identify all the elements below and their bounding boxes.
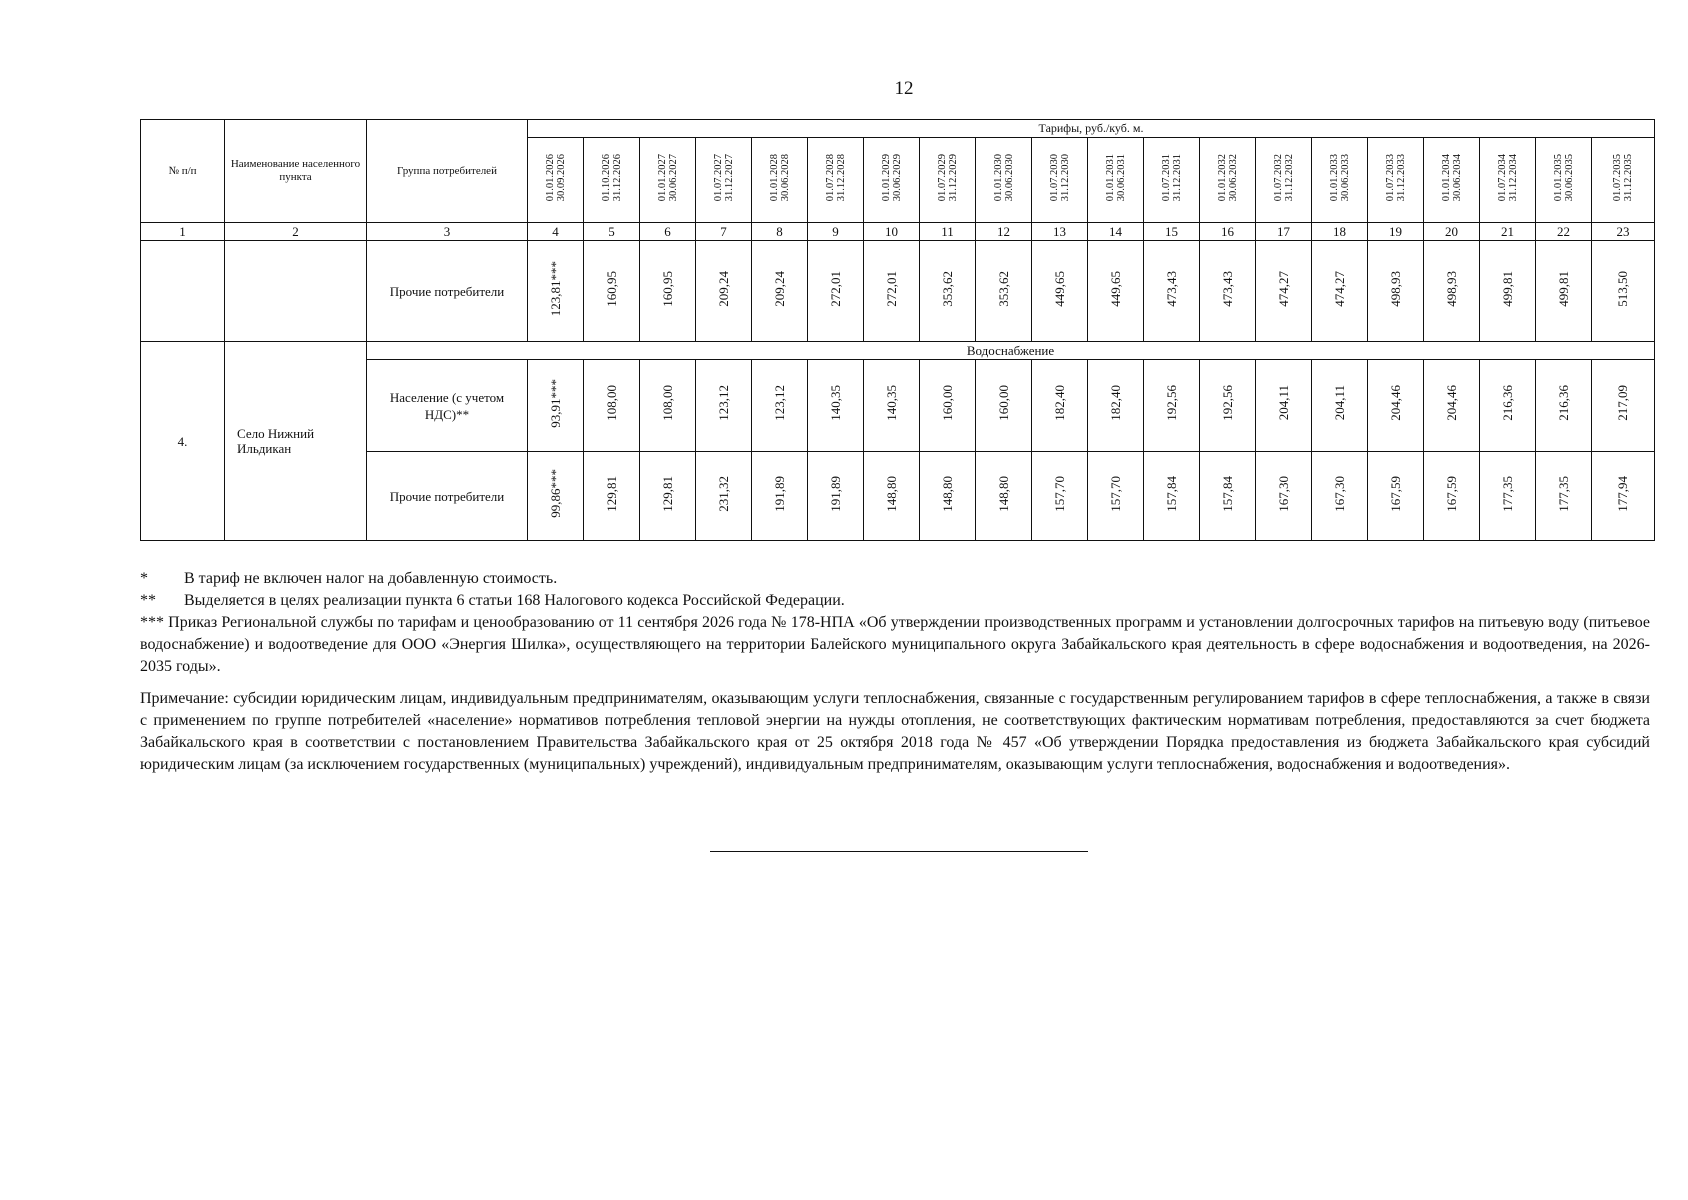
tariff-value: 498,93 bbox=[1443, 270, 1459, 307]
note-paragraph: Примечание: субсидии юридическим лицам, индивидуальным предпринимателям, оказывающим услуги теплоснабжения, связанные с государственным регулированием тарифов в сфере теплоснабжения, а также в связи с применением по группе потребителей «население» нормативов потребления тепловой энергии на нужды отопления, не соответствующих фактическим нормативам потребления, предоставляются за счет бюджета Забайкальского края в соответствии с постановлением Правительства Забайкальского края от 25 октября 2018 года № 457 «Об утверждении Порядка предоставления из бюджета Забайкальского края субсидий юридическим лицам (за исключением государственных (муниципальных) учреждений), индивидуальным предпринимателям, оказывающим услуги теплоснабжения, водоснабжения и водоотведения». bbox=[140, 690, 1650, 773]
tariff-value-cell bbox=[1424, 452, 1480, 541]
tariff-value: 353,62 bbox=[939, 270, 955, 307]
period-header bbox=[920, 138, 976, 223]
column-number: 20 bbox=[1424, 223, 1480, 241]
tariff-value: 498,93 bbox=[1387, 270, 1403, 307]
tariff-value-cell bbox=[1144, 360, 1200, 452]
table-row bbox=[141, 360, 1655, 452]
tariff-value-cell bbox=[864, 360, 920, 452]
tariff-value: 108,00 bbox=[659, 385, 675, 421]
period-label: 01.01.2029 30.06.2029 bbox=[880, 153, 903, 202]
tariff-value: 157,70 bbox=[1051, 475, 1067, 512]
column-number: 4 bbox=[528, 223, 584, 241]
footnote-text: Выделяется в целях реализации пункта 6 статьи 168 Налогового кодекса Российской Федерации. bbox=[184, 592, 845, 609]
tariff-value-cell bbox=[1312, 241, 1368, 342]
tariff-value-cell bbox=[1088, 360, 1144, 452]
period-header bbox=[1480, 138, 1536, 223]
column-number: 19 bbox=[1368, 223, 1424, 241]
tariff-value: 473,43 bbox=[1163, 270, 1179, 307]
period-label: 01.07.2035 31.12.2035 bbox=[1612, 153, 1634, 202]
tariff-value: 160,00 bbox=[995, 385, 1011, 421]
table-row bbox=[141, 241, 1655, 342]
tariff-value: 209,24 bbox=[715, 270, 731, 307]
column-number: 11 bbox=[920, 223, 976, 241]
tariff-value: 449,65 bbox=[1107, 270, 1123, 307]
footnote-mark: ** bbox=[140, 592, 156, 609]
tariff-value-cell bbox=[1256, 360, 1312, 452]
period-label: 01.07.2029 31.12.2029 bbox=[936, 153, 959, 202]
period-label: 01.01.2028 30.06.2028 bbox=[768, 153, 791, 202]
column-number: 16 bbox=[1200, 223, 1256, 241]
tariff-value: 209,24 bbox=[771, 270, 787, 307]
tariff-value: 204,11 bbox=[1331, 385, 1347, 421]
tariff-value: 231,32 bbox=[715, 475, 731, 512]
tariff-value-cell bbox=[584, 452, 640, 541]
tariff-value-cell bbox=[920, 360, 976, 452]
column-number: 7 bbox=[696, 223, 752, 241]
column-number: 3 bbox=[367, 223, 528, 241]
header-settlement-name: Наименование населенного пункта bbox=[225, 120, 367, 223]
period-label: 01.07.2027 31.12.2027 bbox=[712, 153, 735, 202]
section-row bbox=[141, 342, 1655, 360]
column-number: 2 bbox=[225, 223, 367, 241]
tariff-value: 177,94 bbox=[1615, 475, 1630, 512]
tariff-value: 204,11 bbox=[1275, 385, 1291, 421]
tariff-value: 160,95 bbox=[659, 270, 675, 307]
tariff-value: 191,89 bbox=[771, 475, 787, 512]
period-label: 01.01.2035 30.06.2035 bbox=[1552, 153, 1575, 202]
tariff-value: 272,01 bbox=[883, 270, 899, 307]
tariff-value-cell bbox=[1032, 241, 1088, 342]
tariff-value-cell bbox=[920, 452, 976, 541]
tariff-value: 177,35 bbox=[1499, 475, 1515, 512]
tariff-value-cell bbox=[920, 241, 976, 342]
tariff-value: 182,40 bbox=[1107, 385, 1123, 421]
footnotes bbox=[140, 568, 1650, 678]
tariff-value: 513,50 bbox=[1615, 270, 1630, 307]
tariff-value: 108,00 bbox=[603, 385, 619, 421]
column-number: 15 bbox=[1144, 223, 1200, 241]
period-header bbox=[1536, 138, 1592, 223]
column-number: 22 bbox=[1536, 223, 1592, 241]
tariff-value: 167,30 bbox=[1275, 475, 1291, 512]
footnote-mark: * bbox=[140, 570, 148, 587]
period-label: 01.01.2033 30.06.2033 bbox=[1328, 153, 1351, 202]
tariff-value-cell bbox=[1032, 360, 1088, 452]
tariff-value-cell bbox=[1536, 241, 1592, 342]
tariff-value-cell bbox=[1480, 360, 1536, 452]
footnote-3 bbox=[140, 612, 1650, 678]
tariff-value-cell bbox=[1424, 241, 1480, 342]
tariff-value: 157,84 bbox=[1219, 475, 1235, 512]
period-header bbox=[1144, 138, 1200, 223]
tariff-value-cell bbox=[528, 452, 584, 541]
tariff-value-cell bbox=[584, 241, 640, 342]
tariff-value: 204,46 bbox=[1443, 385, 1459, 421]
tariff-value: 192,56 bbox=[1163, 385, 1179, 421]
tariff-value-cell bbox=[1032, 452, 1088, 541]
tariff-value: 474,27 bbox=[1331, 270, 1347, 307]
period-header bbox=[1424, 138, 1480, 223]
period-header bbox=[1312, 138, 1368, 223]
tariff-value: 191,89 bbox=[827, 475, 843, 512]
tariff-value-cell bbox=[808, 241, 864, 342]
tariff-value-cell bbox=[752, 452, 808, 541]
tariff-table bbox=[140, 119, 1655, 541]
tariff-value: 182,40 bbox=[1051, 385, 1067, 421]
column-number: 5 bbox=[584, 223, 640, 241]
tariff-value-cell bbox=[640, 452, 696, 541]
tariff-value-cell bbox=[1200, 241, 1256, 342]
period-label: 01.01.2034 30.06.2034 bbox=[1440, 153, 1463, 202]
tariff-value-cell bbox=[752, 241, 808, 342]
header-num: № п/п bbox=[141, 120, 225, 223]
tariff-value-cell bbox=[976, 452, 1032, 541]
tariff-value: 123,12 bbox=[771, 385, 787, 421]
tariff-value-cell bbox=[528, 360, 584, 452]
period-header bbox=[808, 138, 864, 223]
column-number: 18 bbox=[1312, 223, 1368, 241]
empty-cell bbox=[141, 241, 225, 342]
tariff-value: 216,36 bbox=[1555, 385, 1571, 421]
settlement-num-cell: 4. bbox=[141, 342, 225, 541]
separator-line bbox=[710, 851, 1088, 852]
tariff-value-cell bbox=[1592, 452, 1655, 541]
period-header bbox=[1088, 138, 1144, 223]
column-number: 6 bbox=[640, 223, 696, 241]
period-header bbox=[528, 138, 584, 223]
tariff-value-cell bbox=[808, 452, 864, 541]
tariff-value-cell bbox=[1536, 452, 1592, 541]
tariff-value-cell bbox=[1256, 241, 1312, 342]
period-header bbox=[1368, 138, 1424, 223]
tariff-value-cell bbox=[808, 360, 864, 452]
column-number: 12 bbox=[976, 223, 1032, 241]
tariff-value: 160,00 bbox=[939, 385, 955, 421]
tariff-value: 160,95 bbox=[603, 270, 619, 307]
tariff-value-cell bbox=[976, 360, 1032, 452]
tariff-value-cell bbox=[752, 360, 808, 452]
tariff-value-cell bbox=[584, 360, 640, 452]
tariff-value: 123,81*** bbox=[547, 260, 563, 317]
tariff-value: 167,59 bbox=[1443, 475, 1459, 512]
table-row bbox=[141, 452, 1655, 541]
tariff-value-cell bbox=[1424, 360, 1480, 452]
tariff-value: 499,81 bbox=[1499, 270, 1515, 307]
period-label: 01.07.2034 31.12.2034 bbox=[1496, 153, 1519, 202]
period-header bbox=[1592, 138, 1655, 223]
tariff-value-cell bbox=[1368, 360, 1424, 452]
tariff-value: 167,59 bbox=[1387, 475, 1403, 512]
period-header bbox=[1256, 138, 1312, 223]
period-label: 01.01.2032 30.06.2032 bbox=[1216, 153, 1239, 202]
tariff-value: 473,43 bbox=[1219, 270, 1235, 307]
tariff-value: 129,81 bbox=[659, 475, 675, 512]
tariff-value: 148,80 bbox=[995, 475, 1011, 512]
column-number-row bbox=[141, 223, 1655, 241]
section-title: Водоснабжение bbox=[367, 342, 1655, 360]
tariff-value: 217,09 bbox=[1615, 385, 1630, 421]
tariff-value: 192,56 bbox=[1219, 385, 1235, 421]
page-number: 12 bbox=[894, 78, 914, 99]
column-number: 10 bbox=[864, 223, 920, 241]
tariff-value: 167,30 bbox=[1331, 475, 1347, 512]
tariff-value: 148,80 bbox=[939, 475, 955, 512]
period-label: 01.01.2030 30.06.2030 bbox=[992, 153, 1015, 202]
period-header bbox=[752, 138, 808, 223]
tariff-value-cell bbox=[1088, 452, 1144, 541]
period-header bbox=[1200, 138, 1256, 223]
column-number: 21 bbox=[1480, 223, 1536, 241]
column-number: 13 bbox=[1032, 223, 1088, 241]
tariff-value-cell bbox=[640, 360, 696, 452]
consumer-group-cell: Население (с учетом НДС)** bbox=[367, 360, 528, 452]
tariff-value: 148,80 bbox=[883, 475, 899, 512]
period-header bbox=[696, 138, 752, 223]
header-tariffs: Тарифы, руб./куб. м. bbox=[528, 120, 1655, 138]
column-number: 23 bbox=[1592, 223, 1655, 241]
tariff-value-cell bbox=[696, 360, 752, 452]
tariff-value-cell bbox=[864, 241, 920, 342]
period-label: 01.01.2031 30.06.2031 bbox=[1104, 153, 1127, 202]
column-number: 8 bbox=[752, 223, 808, 241]
tariff-value-cell bbox=[1592, 241, 1655, 342]
period-header bbox=[1032, 138, 1088, 223]
tariff-value: 499,81 bbox=[1555, 270, 1571, 307]
tariff-value-cell bbox=[1592, 360, 1655, 452]
footnote-text: Приказ Региональной службы по тарифам и ценообразованию от 11 сентября 2026 года № 178-НПА «Об утверждении производственных программ и установлении долгосрочных тарифов на питьевую воду (питьевое водоснабжение) и водоотведение для ООО «Энергия Шилка», осуществляющего на территории Балейского муниципального округа Забайкальского края деятельность в сфере водоснабжения и водоотведения, на 2026-2035 годы». bbox=[140, 614, 1651, 675]
tariff-value-cell bbox=[1088, 241, 1144, 342]
column-number: 1 bbox=[141, 223, 225, 241]
column-number: 17 bbox=[1256, 223, 1312, 241]
period-label: 01.07.2032 31.12.2032 bbox=[1272, 153, 1295, 202]
period-header bbox=[640, 138, 696, 223]
column-number: 9 bbox=[808, 223, 864, 241]
tariff-value-cell bbox=[696, 452, 752, 541]
tariff-value: 449,65 bbox=[1051, 270, 1067, 307]
column-number: 14 bbox=[1088, 223, 1144, 241]
footnote-1 bbox=[140, 568, 1650, 590]
period-label: 01.07.2030 31.12.2030 bbox=[1048, 153, 1071, 202]
settlement-name-cell: Село Нижний Ильдикан bbox=[225, 342, 367, 541]
footnote-text: В тариф не включен налог на добавленную стоимость. bbox=[184, 570, 558, 587]
tariff-value: 140,35 bbox=[827, 385, 843, 421]
tariff-value-cell bbox=[1200, 452, 1256, 541]
tariff-value-cell bbox=[864, 452, 920, 541]
empty-cell bbox=[225, 241, 367, 342]
period-label: 01.07.2031 31.12.2031 bbox=[1160, 153, 1183, 202]
tariff-value: 204,46 bbox=[1387, 385, 1403, 421]
tariff-value: 216,36 bbox=[1499, 385, 1515, 421]
tariff-value-cell bbox=[1144, 241, 1200, 342]
tariff-value-cell bbox=[1144, 452, 1200, 541]
tariff-value-cell bbox=[640, 241, 696, 342]
period-header bbox=[584, 138, 640, 223]
tariff-value-cell bbox=[528, 241, 584, 342]
period-header bbox=[976, 138, 1032, 223]
tariff-value: 140,35 bbox=[883, 385, 899, 421]
tariff-value-cell bbox=[1480, 452, 1536, 541]
tariff-value-cell bbox=[976, 241, 1032, 342]
tariff-value: 272,01 bbox=[827, 270, 843, 307]
period-label: 01.01.2026 30.09.2026 bbox=[544, 153, 567, 202]
tariff-value: 474,27 bbox=[1275, 270, 1291, 307]
tariff-value: 93,91*** bbox=[547, 378, 563, 428]
tariff-value: 157,84 bbox=[1163, 475, 1179, 512]
header-consumer-group: Группа потребителей bbox=[367, 120, 528, 223]
tariff-value-cell bbox=[1480, 241, 1536, 342]
period-label: 01.07.2033 31.12.2033 bbox=[1384, 153, 1407, 202]
period-label: 01.01.2027 30.06.2027 bbox=[656, 153, 679, 202]
tariff-value-cell bbox=[1368, 241, 1424, 342]
footnote-2 bbox=[140, 590, 1650, 612]
consumer-group-cell: Прочие потребители bbox=[367, 452, 528, 541]
tariff-value-cell bbox=[1256, 452, 1312, 541]
tariff-value-cell bbox=[1312, 452, 1368, 541]
tariff-value-cell bbox=[1368, 452, 1424, 541]
tariff-value-cell bbox=[696, 241, 752, 342]
tariff-value: 99,86*** bbox=[547, 469, 563, 518]
period-label: 01.07.2028 31.12.2028 bbox=[824, 153, 847, 202]
period-header bbox=[864, 138, 920, 223]
tariff-value: 157,70 bbox=[1107, 475, 1123, 512]
tariff-value-cell bbox=[1200, 360, 1256, 452]
tariff-value-cell bbox=[1312, 360, 1368, 452]
tariff-value: 353,62 bbox=[995, 270, 1011, 307]
period-label: 01.10.2026 31.12.2026 bbox=[600, 153, 623, 202]
tariff-value: 123,12 bbox=[715, 385, 731, 421]
tariff-value: 177,35 bbox=[1555, 475, 1571, 512]
tariff-value-cell bbox=[1536, 360, 1592, 452]
tariff-value: 129,81 bbox=[603, 475, 619, 512]
footnote-mark: *** bbox=[140, 614, 164, 631]
consumer-group-cell: Прочие потребители bbox=[367, 241, 528, 342]
